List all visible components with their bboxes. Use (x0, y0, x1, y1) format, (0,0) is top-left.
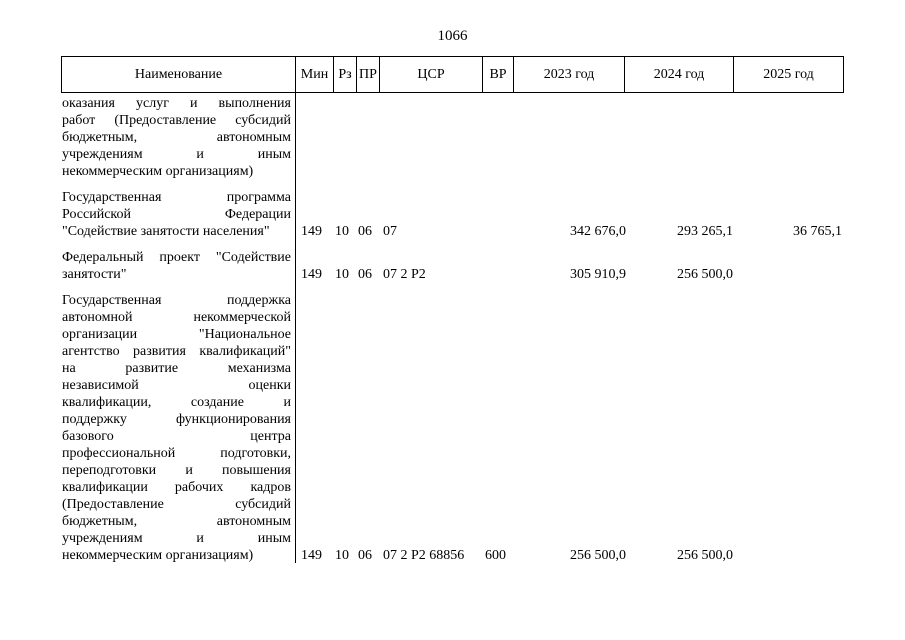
row-2024: 293 265,1 (677, 224, 733, 239)
name-line: независимой оценки (62, 378, 291, 393)
header-vr: ВР (483, 57, 514, 92)
row-2023: 305 910,9 (570, 267, 626, 282)
name-line: оказания услуг и выполнения (62, 96, 291, 111)
header-2024: 2024 год (625, 57, 734, 92)
row-min: 149 (301, 224, 322, 239)
name-line: квалификации, создание и (62, 395, 291, 410)
header-2023: 2023 год (514, 57, 625, 92)
row-min: 149 (301, 548, 322, 563)
row-pr: 06 (358, 224, 372, 239)
name-column-divider (295, 93, 296, 563)
header-2025: 2025 год (763, 67, 814, 82)
name-line: бюджетным, автономным (62, 130, 291, 145)
row-2025: 36 765,1 (793, 224, 842, 239)
row-csr: 07 (383, 224, 397, 239)
name-line: профессиональной подготовки, (62, 446, 291, 461)
name-line: квалификации рабочих кадров (62, 480, 291, 495)
header-csr: ЦСР (380, 57, 483, 92)
row-name (62, 249, 291, 283)
header-rz: Рз (334, 57, 357, 92)
row-2024: 256 500,0 (677, 548, 733, 563)
name-line: бюджетным, автономным (62, 514, 291, 529)
name-line: "Содействие занятости населения" (62, 224, 270, 239)
row-rz: 10 (335, 548, 349, 563)
header-min: Мин (296, 57, 334, 92)
row-rz: 10 (335, 224, 349, 239)
row-rz: 10 (335, 267, 349, 282)
name-line: базового центра (62, 429, 291, 444)
row-csr: 07 2 Р2 68856 (383, 548, 465, 563)
row-2024: 256 500,0 (677, 267, 733, 282)
name-line: переподготовки и повышения (62, 463, 291, 478)
header-name: Наименование (62, 57, 296, 92)
name-line: Федеральный проект "Содействие (62, 250, 291, 265)
name-line: учреждениям и иным (62, 147, 291, 162)
row-pr: 06 (358, 548, 372, 563)
name-line: работ (Предоставление субсидий (62, 113, 291, 128)
name-line: занятости" (62, 267, 127, 282)
name-line: организации "Национальное (62, 327, 291, 342)
name-line: агентство развития квалификаций" (62, 344, 291, 359)
name-line: поддержку функционирования (62, 412, 291, 427)
page-number: 1066 (437, 28, 468, 44)
row-2023: 256 500,0 (570, 548, 626, 563)
row-pr: 06 (358, 267, 372, 282)
row-name (62, 189, 291, 240)
name-line: некоммерческим организациям) (62, 548, 254, 563)
row-name (62, 95, 291, 180)
name-line: Российской Федерации (62, 207, 291, 222)
row-csr: 07 2 Р2 (383, 267, 426, 282)
row-vr: 600 (485, 548, 506, 563)
row-min: 149 (301, 267, 322, 282)
name-line: учреждениям и иным (62, 531, 291, 546)
name-line: автономной некоммерческой (62, 310, 291, 325)
name-line: некоммерческим организациям) (62, 164, 254, 179)
row-2023: 342 676,0 (570, 224, 626, 239)
name-line: (Предоставление субсидий (62, 497, 291, 512)
table-header (61, 56, 844, 93)
name-line: Государственная программа (62, 190, 291, 205)
name-line: на развитие механизма (62, 361, 291, 376)
name-line: Государственная поддержка (62, 293, 291, 308)
row-name (62, 292, 291, 564)
header-pr: ПР (357, 57, 380, 92)
